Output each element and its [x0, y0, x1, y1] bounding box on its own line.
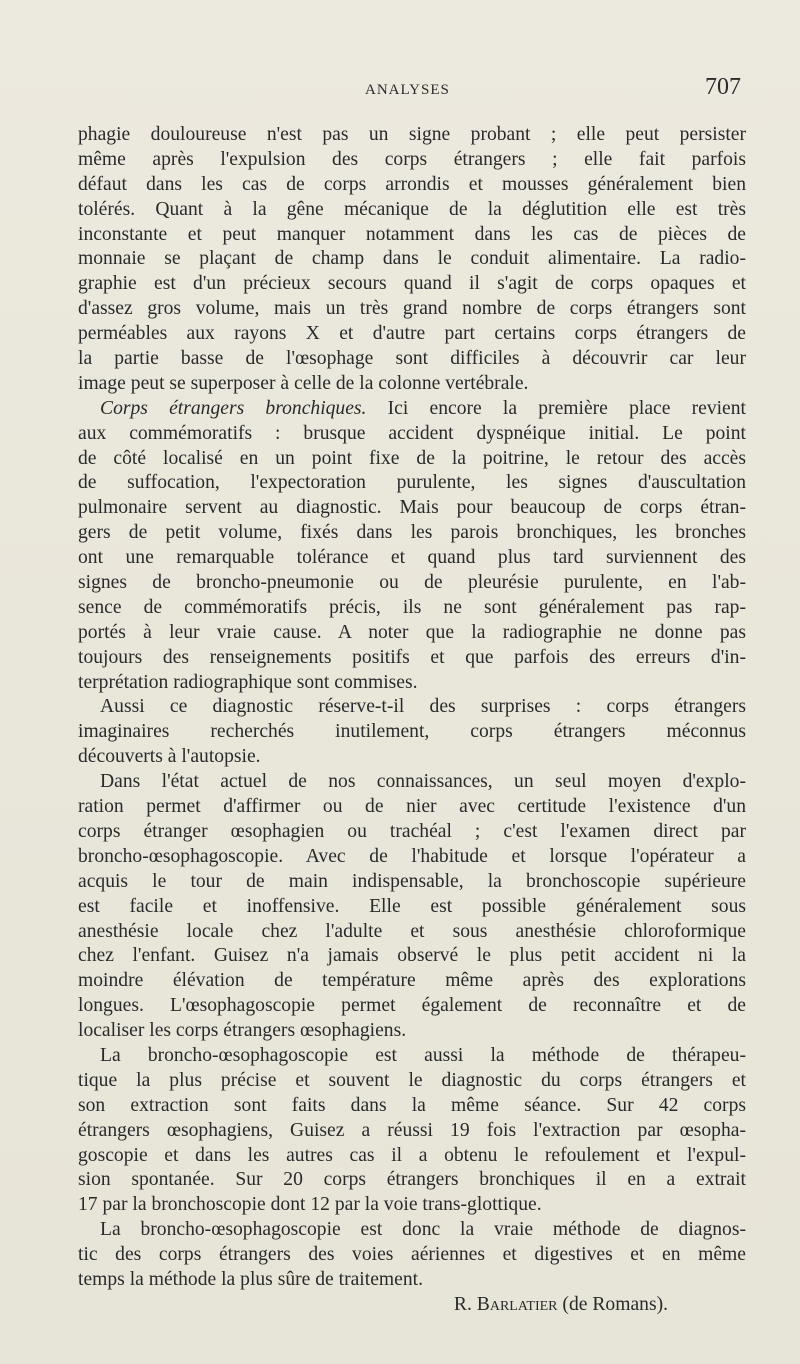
text-line: Dans l'état actuel de nos connaissances, un seul moyen d'explo-: [100, 771, 746, 793]
text-line: portés à leur vraie cause. A noter que la radiographie ne donne pas: [78, 621, 746, 643]
text-line: tolérés. Quant à la gêne mécanique de la déglutition elle est très: [78, 198, 746, 220]
text-line: défaut dans les cas de corps arrondis et mousses généralement bien: [78, 173, 746, 195]
text-line: Ici encore la première place revient: [387, 397, 746, 419]
text-line: 17 par la bronchoscopie dont 12 par la voie trans-glottique.: [78, 1194, 542, 1216]
text-line: terprétation radiographique sont commises.: [78, 671, 418, 693]
text-line: la partie basse de l'œsophage sont difficiles à découvrir car leur: [78, 348, 746, 370]
text-line: de suffocation, l'expectoration purulente, les signes d'auscultation: [78, 472, 746, 494]
section-subheading: Corps étrangers bronchiques.: [100, 397, 367, 419]
text-line: temps la méthode la plus sûre de traitement.: [78, 1268, 423, 1290]
text-line: graphie est d'un précieux secours quand il s'agit de corps opaques et: [78, 273, 746, 295]
text-line: localiser les corps étrangers œsophagiens.: [78, 1020, 407, 1042]
text-line: ration permet d'affirmer ou de nier avec certitude l'existence d'un: [78, 796, 746, 818]
text-line: toujours des renseignements positifs et que parfois des erreurs d'in-: [78, 646, 746, 668]
body-text: [78, 123, 746, 1318]
page-header: [0, 72, 800, 108]
text-line: aux commémoratifs : brusque accident dyspnéique initial. Le point: [78, 422, 746, 444]
text-line: goscopie et dans les autres cas il a obtenu le refoulement et l'expul-: [78, 1144, 746, 1166]
text-line: étrangers œsophagiens, Guisez a réussi 19 fois l'extraction par œsopha-: [78, 1119, 746, 1141]
text-line: acquis le tour de main indispensable, la bronchoscopie supérieure: [78, 870, 746, 892]
text-line: imaginaires recherchés inutilement, corps étrangers méconnus: [78, 721, 746, 743]
text-line: signes de broncho-pneumonie ou de pleurésie purulente, en l'ab-: [78, 572, 746, 594]
text-line: corps étranger œsophagien ou trachéal ; c'est l'examen direct par: [78, 820, 746, 842]
text-line: image peut se superposer à celle de la colonne vertébrale.: [78, 372, 529, 394]
text-line: anesthésie locale chez l'adulte et sous anesthésie chloroformique: [78, 920, 746, 942]
signature-name: Barlatier: [476, 1293, 558, 1315]
text-line: sion spontanée. Sur 20 corps étrangers bronchiques il en a extrait: [78, 1169, 746, 1191]
text-line: pulmonaire servent au diagnostic. Mais pour beaucoup de corps étran-: [78, 497, 746, 519]
text-line: La broncho-œsophagoscopie est aussi la méthode de thérapeu-: [100, 1044, 746, 1066]
author-signature: [78, 1293, 746, 1318]
text-line: est facile et inoffensive. Elle est possible généralement sous: [78, 895, 746, 917]
text-line: de côté localisé en un point fixe de la poitrine, le retour des accès: [78, 447, 746, 469]
page-number: 707: [705, 74, 741, 100]
text-line: tique la plus précise et souvent le diagnostic du corps étrangers et: [78, 1069, 746, 1091]
text-line: sence de commémoratifs précis, ils ne sont généralement pas rap-: [78, 596, 746, 618]
text-line: chez l'enfant. Guisez n'a jamais observé le plus petit accident ni la: [78, 945, 746, 967]
signature-initial: R.: [453, 1293, 472, 1315]
signature-place: (de Romans).: [562, 1293, 668, 1315]
text-line: broncho-œsophagoscopie. Avec de l'habitude et lorsque l'opérateur a: [78, 845, 746, 867]
text-line: même après l'expulsion des corps étrangers ; elle fait parfois: [78, 148, 746, 170]
text-line: Aussi ce diagnostic réserve-t-il des surprises : corps étrangers: [100, 696, 746, 718]
text-line: d'assez gros volume, mais un très grand nombre de corps étrangers sont: [78, 298, 746, 320]
text-line: tic des corps étrangers des voies aériennes et digestives et en même: [78, 1244, 746, 1266]
text-line-with-subheading: [78, 397, 746, 422]
text-line: découverts à l'autopsie.: [78, 746, 261, 768]
text-line: moindre élévation de température même après des explorations: [78, 970, 746, 992]
text-line: monnaie se plaçant de champ dans le conduit alimentaire. La radio-: [78, 248, 746, 270]
text-line: longues. L'œsophagoscopie permet également de reconnaître et de: [78, 995, 746, 1017]
text-line: phagie douloureuse n'est pas un signe probant ; elle peut persister: [78, 124, 746, 145]
text-line: gers de petit volume, fixés dans les parois bronchiques, les bronches: [78, 522, 746, 544]
text-line: ont une remarquable tolérance et quand plus tard surviennent des: [78, 547, 746, 569]
text-line: son extraction sont faits dans la même séance. Sur 42 corps: [78, 1094, 746, 1116]
text-line: La broncho-œsophagoscopie est donc la vraie méthode de diagnos-: [100, 1219, 746, 1241]
running-title: ANALYSES: [365, 82, 450, 98]
text-line: perméables aux rayons X et d'autre part certains corps étrangers de: [78, 323, 746, 345]
text-line: inconstante et peut manquer notamment dans les cas de pièces de: [78, 223, 746, 245]
